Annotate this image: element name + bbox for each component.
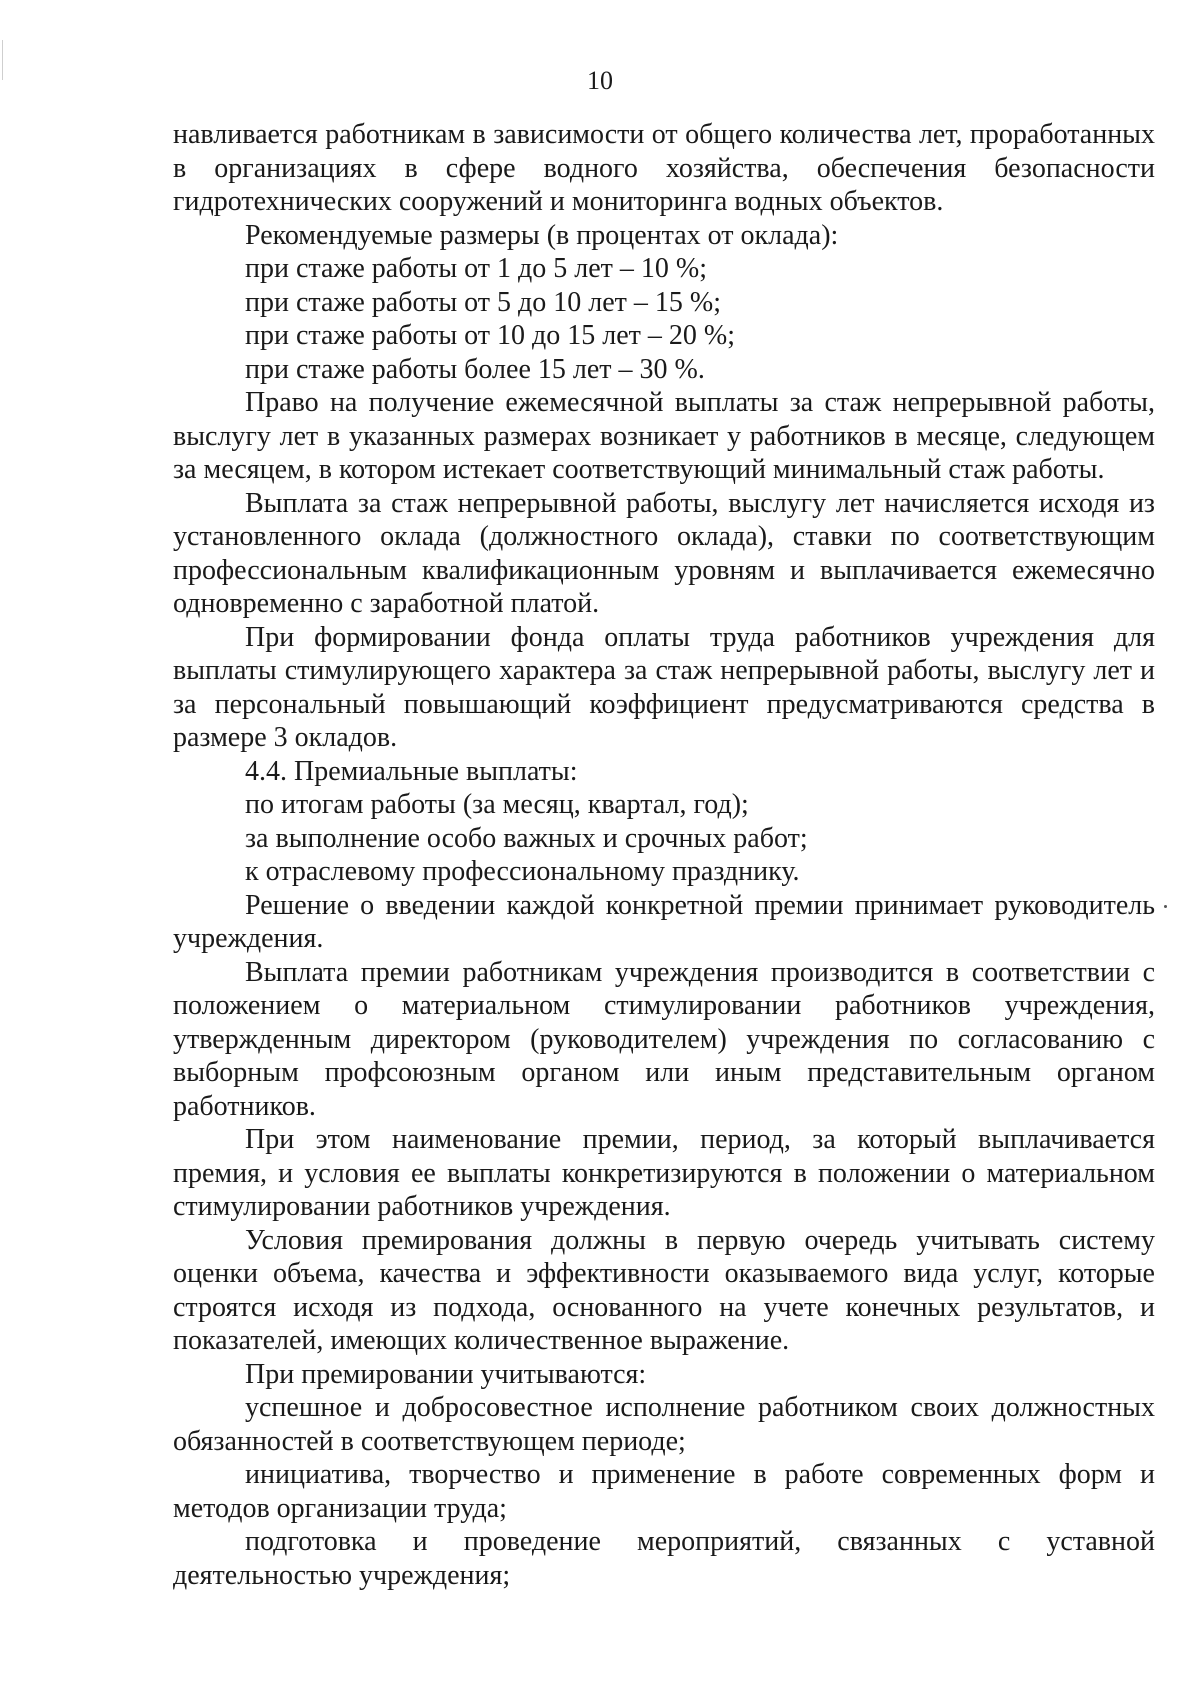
list-item-factor-events: подготовка и проведение мероприятий, связанных с уставной деятельностью учреждения; [173, 1526, 1155, 1591]
paragraph-sizes-heading: Рекомендуемые размеры (в процентах от оклада): [245, 219, 839, 251]
paragraph-continuation: навливается работникам в зависимости от общего количества лет, проработанных в организациях в сфере водного хозяйства, обеспечения безопасности гидротехнических сооружений и мониторинга водных объектов. [173, 119, 1155, 217]
document-body [173, 118, 1155, 1592]
list-item-bonus-period: по итогам работы (за месяц, квартал, год); [245, 789, 749, 820]
list-item-rate-10-15: при стаже работы от 10 до 15 лет – 20 %; [245, 320, 736, 351]
paragraph-payment-right: Право на получение ежемесячной выплаты за стаж непрерывной работы, выслугу лет в указанных размерах возникает у работников в месяце, следующем за месяцем, в котором истекает соответствующий минимальный стаж работы. [173, 387, 1155, 485]
list-item-rate-over-15: при стаже работы более 15 лет – 30 %. [245, 353, 705, 385]
paragraph-payroll-fund: При формировании фонда оплаты труда работников учреждения для выплаты стимулирующего характера за стаж непрерывной работы, выслугу лет и за персональный повышающий коэффициент предусматриваются средства в размере 3 окладов. [173, 621, 1155, 753]
scan-margin-dot [1164, 905, 1167, 908]
section-heading-4-4: 4.4. Премиальные выплаты: [245, 755, 578, 787]
list-item-rate-1-5: при стаже работы от 1 до 5 лет – 10 %; [245, 253, 708, 284]
paragraph-bonus-details: При этом наименование премии, период, за который выплачивается премия, и условия ее выплаты конкретизируются в положении о материальном стимулировании работников учреждения. [173, 1124, 1155, 1222]
list-item-bonus-holiday: к отраслевому профессиональному празднику. [245, 856, 800, 887]
list-item-rate-5-10: при стаже работы от 5 до 10 лет – 15 %; [245, 286, 722, 318]
list-item-factor-duties: успешное и добросовестное исполнение работником своих должностных обязанностей в соответствующем периоде; [173, 1392, 1155, 1457]
paragraph-bonus-factors-heading: При премировании учитываются: [245, 1358, 647, 1390]
paragraph-bonus-conditions: Условия премирования должны в первую очередь учитывать систему оценки объема, качества и эффективности оказываемого вида услуг, которые строятся исходя из подхода, основанного на учете конечных результатов, и показателей, имеющих количественное выражение. [173, 1224, 1155, 1356]
paragraph-bonus-decision: Решение о введении каждой конкретной премии принимает руководитель учреждения. [173, 889, 1155, 954]
page-number: 10 [587, 66, 613, 95]
list-item-factor-initiative: инициатива, творчество и применение в работе современных форм и методов организации труда; [173, 1459, 1155, 1524]
list-item-bonus-urgent: за выполнение особо важных и срочных работ; [245, 822, 808, 854]
paragraph-payment-calculation: Выплата за стаж непрерывной работы, выслугу лет начисляется исходя из установленного оклада (должностного оклада), ставки по соответствующим профессиональным квалификационным уровням и выплачивается ежемесячно одновременно с заработной платой. [173, 487, 1155, 619]
paragraph-bonus-regulation: Выплата премии работникам учреждения производится в соответствии с положением о материальном стимулировании работников учреждения, утвержденным директором (руководителем) учреждения по согласованию с выборным профсоюзным органом или иным представительным органом работников. [173, 956, 1155, 1122]
